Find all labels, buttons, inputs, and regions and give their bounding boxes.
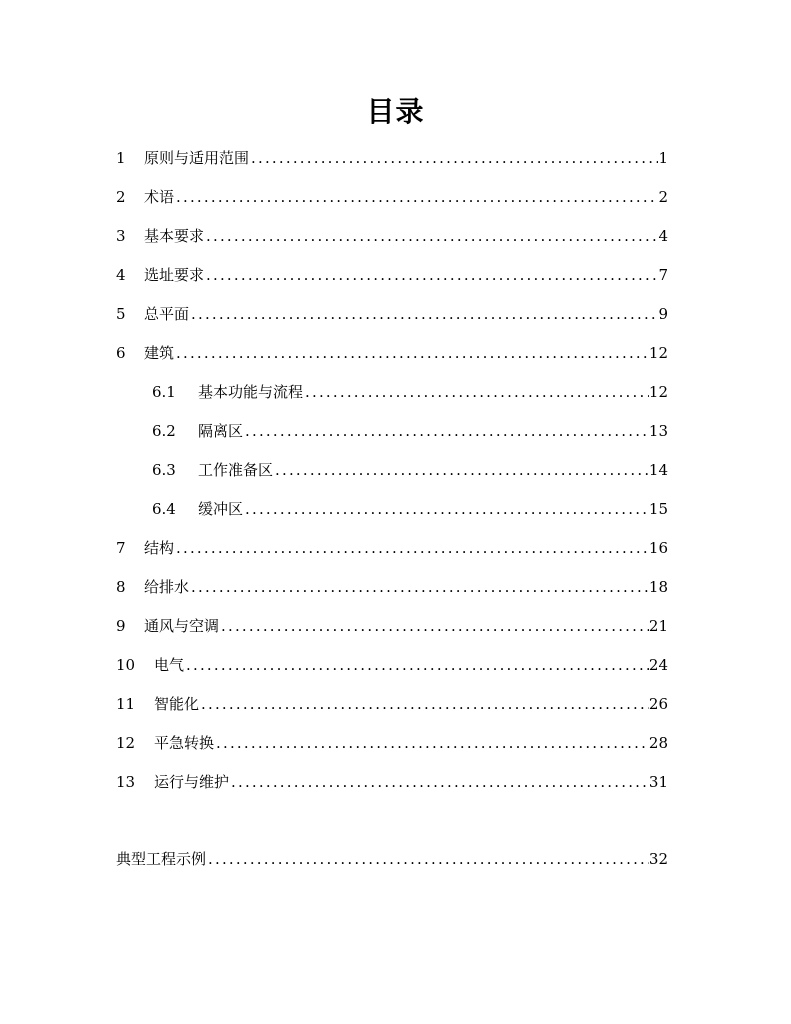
toc-entry-title: 结构 [144, 539, 175, 557]
toc-dot-leader [249, 147, 658, 169]
toc-entry-number: 2 [116, 188, 126, 206]
toc-entry-number: 1 [116, 149, 126, 167]
toc-entry[interactable] [116, 732, 668, 754]
toc-entry[interactable] [116, 225, 668, 247]
toc-dot-leader [229, 771, 649, 793]
toc-entry-number: 10 [116, 656, 136, 674]
toc-entry-number: 6.1 [152, 383, 176, 401]
toc-entry-page: 12 [648, 383, 668, 401]
toc-entry-title: 智能化 [154, 695, 200, 713]
toc-entry-title: 基本要求 [144, 227, 205, 245]
toc-title: 目录 [366, 95, 425, 128]
toc-entry-title: 缓冲区 [198, 500, 244, 518]
toc-entry-page: 9 [658, 305, 668, 323]
toc-subentry[interactable] [152, 459, 668, 481]
toc-entry-page: 32 [648, 850, 668, 868]
toc-entry-page: 7 [658, 266, 668, 284]
toc-dot-leader [243, 498, 649, 520]
toc-dot-leader [243, 420, 649, 442]
toc-entry[interactable] [116, 147, 668, 169]
toc-entry-page: 2 [658, 188, 668, 206]
toc-entry[interactable] [116, 264, 668, 286]
toc-entry-title: 典型工程示例 [116, 850, 207, 868]
toc-entry-title: 给排水 [144, 578, 190, 596]
toc-entry-page: 15 [648, 500, 668, 518]
toc-entry-number: 6.2 [152, 422, 176, 440]
toc-appendix-entry[interactable] [116, 848, 668, 870]
toc-entry-number: 5 [116, 305, 126, 323]
toc-entry-number: 6.3 [152, 461, 176, 479]
toc-entry-page: 4 [658, 227, 668, 245]
toc-entry-number: 4 [116, 266, 126, 284]
toc-entry-page: 28 [648, 734, 668, 752]
toc-entry-title: 术语 [144, 188, 175, 206]
toc-subentry[interactable] [152, 498, 668, 520]
toc-entry-number: 9 [116, 617, 126, 635]
toc-entry-page: 16 [648, 539, 668, 557]
toc-entry-number: 13 [116, 773, 136, 791]
toc-entry-title: 隔离区 [198, 422, 244, 440]
toc-dot-leader [174, 342, 649, 364]
toc-entry-number: 7 [116, 539, 126, 557]
toc-entry-number: 6 [116, 344, 126, 362]
toc-entry[interactable] [116, 693, 668, 715]
toc-entry-title: 原则与适用范围 [144, 149, 250, 167]
toc-dot-leader [189, 303, 658, 325]
toc-dot-leader [303, 381, 649, 403]
toc-entry[interactable] [116, 576, 668, 598]
toc-entry-number: 3 [116, 227, 126, 245]
toc-dot-leader [199, 693, 649, 715]
toc-entry[interactable] [116, 303, 668, 325]
toc-entry-number: 6.4 [152, 500, 176, 518]
toc-entry-title: 电气 [154, 656, 185, 674]
toc-dot-leader [204, 225, 658, 247]
toc-entry-page: 21 [648, 617, 668, 635]
toc-dot-leader [174, 186, 658, 208]
toc-entry-page: 31 [648, 773, 668, 791]
toc-entry[interactable] [116, 342, 668, 364]
toc-entry-page: 14 [648, 461, 668, 479]
toc-entry-title: 平急转换 [154, 734, 215, 752]
toc-entry-title: 建筑 [144, 344, 175, 362]
toc-entry-number: 12 [116, 734, 136, 752]
toc-entry[interactable] [116, 615, 668, 637]
toc-entry-number: 8 [116, 578, 126, 596]
toc-dot-leader [189, 576, 649, 598]
toc-entry-title: 基本功能与流程 [198, 383, 304, 401]
toc-entry-page: 24 [648, 656, 668, 674]
toc-entry-title: 总平面 [144, 305, 190, 323]
toc-entry-page: 26 [648, 695, 668, 713]
toc-entry[interactable] [116, 537, 668, 559]
toc-dot-leader [206, 848, 649, 870]
toc-entry-page: 12 [648, 344, 668, 362]
toc-entry-number: 11 [116, 695, 136, 713]
toc-entry-title: 运行与维护 [154, 773, 230, 791]
toc-entry-page: 1 [658, 149, 668, 167]
toc-entry-page: 18 [648, 578, 668, 596]
toc-subentry[interactable] [152, 420, 668, 442]
toc-entry-page: 13 [648, 422, 668, 440]
toc-entry[interactable] [116, 654, 668, 676]
toc-dot-leader [204, 264, 658, 286]
toc-entry-title: 通风与空调 [144, 617, 220, 635]
toc-subentry[interactable] [152, 381, 668, 403]
toc-dot-leader [219, 615, 649, 637]
toc-dot-leader [214, 732, 649, 754]
toc-dot-leader [174, 537, 649, 559]
toc-entry-title: 选址要求 [144, 266, 205, 284]
toc-entry-title: 工作准备区 [198, 461, 274, 479]
toc-entry[interactable] [116, 771, 668, 793]
toc-dot-leader [184, 654, 649, 676]
toc-dot-leader [273, 459, 649, 481]
toc-entry[interactable] [116, 186, 668, 208]
